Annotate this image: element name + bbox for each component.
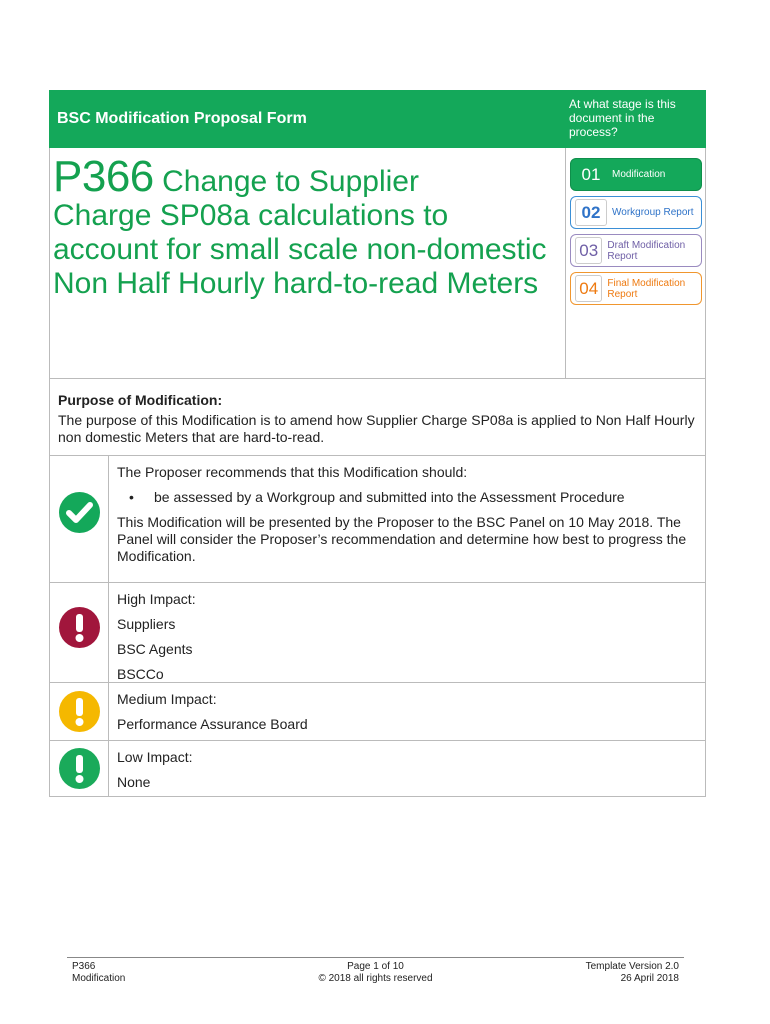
modification-code: P366 <box>53 152 154 201</box>
check-circle-icon <box>59 492 100 533</box>
modification-title <box>53 152 553 301</box>
page-footer <box>67 957 684 984</box>
stage-label: Workgroup Report <box>612 207 694 218</box>
stage-draft-modification-report <box>570 234 702 267</box>
title-line-1: Change to Supplier <box>162 165 419 198</box>
form-title: BSC Modification Proposal Form <box>57 110 307 127</box>
page-number: Page 1 of 10 <box>347 961 404 972</box>
medium-impact-row <box>50 682 705 740</box>
bullet-text: be assessed by a Workgroup and submitted into the Assessment Procedure <box>154 489 625 505</box>
title-column <box>50 148 566 378</box>
high-impact-row <box>50 582 705 682</box>
high-impact-heading: High Impact: <box>117 591 196 607</box>
stage-number: 02 <box>575 199 607 226</box>
copyright: © 2018 all rights reserved <box>318 973 433 984</box>
stage-number: 03 <box>575 237 602 264</box>
stage-label: Modification <box>612 169 666 180</box>
stage-label: Draft Modification Report <box>607 239 686 262</box>
stage-number: 01 <box>575 161 607 188</box>
low-impact-content <box>117 749 697 799</box>
impact-item: BSCCo <box>117 666 164 682</box>
exclamation-icon <box>59 691 100 732</box>
low-impact-row <box>50 740 705 796</box>
footer-right <box>586 961 679 985</box>
exclamation-icon <box>59 607 100 648</box>
template-version: Template Version 2.0 <box>585 961 679 972</box>
recommendation-content <box>117 464 697 565</box>
purpose-heading: Purpose of Modification: <box>58 392 223 408</box>
impact-item: BSC Agents <box>117 641 193 657</box>
purpose-text: The purpose of this Modification is to amend how Supplier Charge SP08a is applied to Non Half Hourly non domestic Meters that are hard-to-read. <box>58 412 695 445</box>
footer-doc-code: P366 <box>72 961 96 972</box>
recommendation-row <box>50 455 705 582</box>
form-header <box>49 90 706 148</box>
impact-item: None <box>117 774 151 790</box>
title-rest: Charge SP08a calculations to account for small scale non-domestic Non Half Hourly hard-to-read Meters <box>53 199 547 300</box>
stage-workgroup-report <box>570 196 702 229</box>
impact-item: Suppliers <box>117 616 176 632</box>
stage-modification <box>570 158 702 191</box>
template-date: 26 April 2018 <box>620 973 679 984</box>
impact-item: Performance Assurance Board <box>117 716 308 732</box>
bullet-marker: • <box>129 489 134 505</box>
stage-question: At what stage is this document in the process? <box>569 97 676 139</box>
purpose-box <box>49 379 706 797</box>
high-impact-content <box>117 591 697 691</box>
stage-number: 04 <box>575 275 602 302</box>
stage-final-modification-report <box>570 272 702 305</box>
panel-text: This Modification will be presented by the Proposer to the BSC Panel on 10 May 2018. The Panel will consider the Proposer’s recommendation and determine how best to progress the Modification. <box>117 514 687 564</box>
stage-label: Final Modification Report <box>607 277 686 300</box>
stage-list <box>570 158 702 310</box>
recommendation-bullet <box>117 489 697 506</box>
title-box <box>49 148 706 379</box>
exclamation-icon <box>59 748 100 789</box>
medium-impact-heading: Medium Impact: <box>117 691 217 707</box>
low-impact-heading: Low Impact: <box>117 749 193 765</box>
footer-doc-type: Modification <box>72 973 126 984</box>
purpose-section <box>58 392 698 446</box>
recommendation-intro: The Proposer recommends that this Modification should: <box>117 464 468 480</box>
medium-impact-content <box>117 691 697 741</box>
